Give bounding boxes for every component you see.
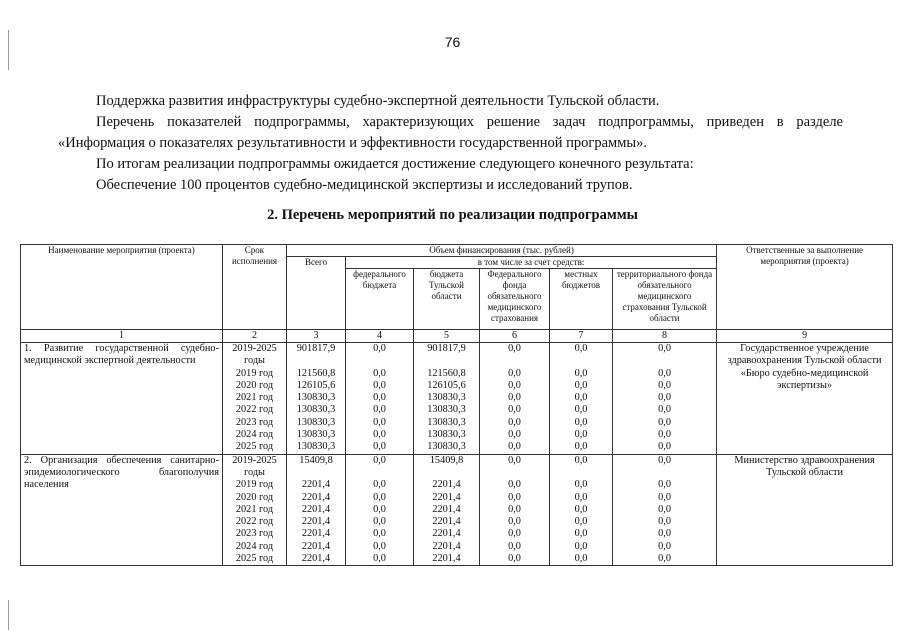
federal-value: 0,0 [373, 343, 386, 354]
federal-value: 0,0 [373, 491, 386, 503]
regional-value: 901817,9 [427, 343, 466, 354]
regional-value: 130830,3 [427, 392, 466, 404]
cell-fund [480, 454, 550, 566]
term-value: 2019-2025 годы [232, 343, 277, 367]
paragraph: Перечень показателей подпрограммы, характеризующих решение задач подпрограммы, приведен в разделе «Информация о показателях результативности и эффективности государственной программы». [58, 114, 843, 151]
federal-value: 0,0 [373, 429, 386, 441]
term-value: 2020 год [235, 379, 274, 391]
term-value: 2023 год [235, 416, 274, 428]
federal-value: 0,0 [373, 503, 386, 515]
local-value: 0,0 [574, 392, 588, 404]
territorial-value: 0,0 [658, 441, 671, 453]
cell-territorial [613, 454, 717, 566]
margin-mark [8, 600, 9, 630]
fund-value: 0,0 [508, 454, 521, 466]
regional-value: 2201,4 [432, 503, 461, 515]
regional-value: 2201,4 [432, 553, 461, 565]
cell-local [550, 343, 613, 455]
local-value: 0,0 [574, 454, 588, 466]
cell-federal [346, 454, 414, 566]
column-number: 2 [223, 330, 287, 343]
total-value: 2201,4 [301, 540, 331, 552]
header-local: местных бюджетов [550, 269, 613, 330]
measure-name: 1. Развитие государственной судебно-медицинской экспертной деятельности [21, 343, 223, 455]
total-value: 2201,4 [301, 491, 331, 503]
total-value: 126105,6 [296, 379, 336, 391]
paragraph: Поддержка развития инфраструктуры судебно-экспертной деятельности Тульской области. [96, 93, 660, 109]
local-value: 0,0 [574, 528, 588, 540]
federal-value: 0,0 [373, 367, 386, 379]
fund-value: 0,0 [508, 479, 521, 491]
cell-regional [414, 454, 480, 566]
spacer [349, 355, 410, 367]
header-total: Всего [287, 257, 346, 330]
column-number: 9 [717, 330, 893, 343]
total-value: 15409,8 [299, 454, 333, 466]
term-value: 2021 год [235, 392, 274, 404]
header-including: в том числе за счет средств: [346, 257, 717, 269]
federal-value: 0,0 [373, 379, 386, 391]
territorial-value: 0,0 [658, 404, 671, 416]
regional-value: 2201,4 [432, 528, 461, 540]
territorial-value: 0,0 [658, 516, 671, 528]
federal-value: 0,0 [373, 516, 386, 528]
total-value: 2201,4 [301, 479, 331, 491]
local-value: 0,0 [574, 441, 588, 453]
column-numbers-row [21, 330, 893, 343]
spacer [417, 467, 476, 479]
column-number: 6 [480, 330, 550, 343]
spacer [483, 467, 546, 479]
header-federal: федерального бюджета [346, 269, 414, 330]
federal-value: 0,0 [373, 441, 386, 453]
column-number: 4 [346, 330, 414, 343]
fund-value: 0,0 [508, 392, 521, 404]
regional-value: 2201,4 [432, 516, 461, 528]
fund-value: 0,0 [508, 429, 521, 441]
total-value: 130830,3 [296, 429, 336, 441]
federal-value: 0,0 [373, 479, 386, 491]
fund-value: 0,0 [508, 528, 521, 540]
regional-value: 130830,3 [427, 429, 466, 441]
territorial-value: 0,0 [658, 454, 671, 466]
total-value: 2201,4 [301, 516, 331, 528]
term-value: 2024 год [235, 429, 274, 441]
section-title: 2. Перечень мероприятий по реализации подпрограммы [267, 207, 638, 223]
territorial-value: 0,0 [658, 491, 671, 503]
federal-value: 0,0 [373, 454, 386, 466]
regional-value: 130830,3 [427, 441, 466, 453]
fund-value: 0,0 [508, 491, 521, 503]
cell-total [287, 454, 346, 566]
local-value: 0,0 [574, 553, 588, 565]
measure-name: 2. Организация обеспечения санитарно-эпидемиологического благополучия населения [21, 454, 223, 566]
total-value: 901817,9 [296, 343, 336, 354]
column-number: 8 [613, 330, 717, 343]
spacer [616, 355, 713, 367]
term-value: 2025 год [235, 553, 274, 565]
territorial-value: 0,0 [658, 503, 671, 515]
federal-value: 0,0 [373, 404, 386, 416]
local-value: 0,0 [574, 516, 588, 528]
responsible: Министерство здравоохранения Тульской области [717, 454, 893, 566]
header-territorial: территориального фонда обязательного медицинского страхования Тульской области [613, 269, 717, 330]
cell-local [550, 454, 613, 566]
cell-term [223, 343, 287, 455]
fund-value: 0,0 [508, 367, 521, 379]
header-name: Наименование мероприятия (проекта) [21, 245, 223, 330]
spacer [616, 467, 713, 479]
federal-value: 0,0 [373, 392, 386, 404]
regional-value: 15409,8 [429, 454, 464, 466]
term-value: 2019-2025 годы [232, 454, 277, 478]
total-value: 130830,3 [296, 404, 336, 416]
federal-value: 0,0 [373, 416, 386, 428]
paragraph: По итогам реализации подпрограммы ожидается достижение следующего конечного результата: [96, 156, 694, 172]
territorial-value: 0,0 [658, 429, 671, 441]
cell-territorial [613, 343, 717, 455]
column-number: 5 [414, 330, 480, 343]
spacer [553, 467, 609, 479]
header-term: Срок исполнения [223, 245, 287, 330]
column-number: 3 [287, 330, 346, 343]
territorial-value: 0,0 [658, 553, 671, 565]
term-value: 2025 год [235, 441, 274, 453]
term-value: 2019 год [235, 479, 274, 491]
spacer [290, 355, 342, 367]
territorial-value: 0,0 [658, 528, 671, 540]
cell-federal [346, 343, 414, 455]
regional-value: 130830,3 [427, 416, 466, 428]
term-value: 2022 год [235, 404, 274, 416]
regional-value: 121560,8 [427, 367, 466, 379]
fund-value: 0,0 [508, 343, 521, 354]
spacer [483, 355, 546, 367]
federal-value: 0,0 [373, 540, 386, 552]
measures-table [20, 244, 893, 566]
fund-value: 0,0 [508, 416, 521, 428]
header-responsible: Ответственные за выполнение мероприятия (проекта) [717, 245, 893, 330]
regional-value: 130830,3 [427, 404, 466, 416]
regional-value: 2201,4 [432, 540, 461, 552]
term-value: 2021 год [235, 503, 274, 515]
territorial-value: 0,0 [658, 416, 671, 428]
header-financing: Объем финансирования (тыс. рублей) [287, 245, 717, 257]
total-value: 121560,8 [296, 367, 336, 379]
local-value: 0,0 [574, 491, 588, 503]
cell-regional [414, 343, 480, 455]
term-value: 2019 год [235, 367, 274, 379]
local-value: 0,0 [574, 404, 588, 416]
fund-value: 0,0 [508, 379, 521, 391]
local-value: 0,0 [574, 379, 588, 391]
responsible: Государственное учреждение здравоохранения Тульской области «Бюро судебно-медицинской экспертизы» [717, 343, 893, 455]
federal-value: 0,0 [373, 553, 386, 565]
term-value: 2020 год [235, 491, 274, 503]
total-value: 130830,3 [296, 392, 336, 404]
spacer [349, 467, 410, 479]
column-number: 7 [550, 330, 613, 343]
fund-value: 0,0 [508, 404, 521, 416]
term-value: 2022 год [235, 516, 274, 528]
total-value: 2201,4 [301, 503, 331, 515]
local-value: 0,0 [574, 367, 588, 379]
local-value: 0,0 [574, 429, 588, 441]
territorial-value: 0,0 [658, 479, 671, 491]
spacer [417, 355, 476, 367]
total-value: 130830,3 [296, 441, 336, 453]
term-value: 2024 год [235, 540, 274, 552]
cell-total [287, 343, 346, 455]
header-fund: Федерального фонда обязательного медицинского страхования [480, 269, 550, 330]
local-value: 0,0 [574, 479, 588, 491]
spacer [290, 467, 342, 479]
fund-value: 0,0 [508, 540, 521, 552]
total-value: 130830,3 [296, 416, 336, 428]
table-row [21, 454, 893, 566]
table-row [21, 343, 893, 455]
column-number: 1 [21, 330, 223, 343]
fund-value: 0,0 [508, 503, 521, 515]
cell-term [223, 454, 287, 566]
local-value: 0,0 [574, 503, 588, 515]
fund-value: 0,0 [508, 516, 521, 528]
page-number: 76 [444, 34, 461, 50]
regional-value: 126105,6 [427, 379, 466, 391]
paragraph: Обеспечение 100 процентов судебно-медицинской экспертизы и исследований трупов. [96, 177, 633, 193]
regional-value: 2201,4 [432, 491, 461, 503]
spacer [553, 355, 609, 367]
cell-fund [480, 343, 550, 455]
term-value: 2023 год [235, 528, 274, 540]
territorial-value: 0,0 [658, 392, 671, 404]
local-value: 0,0 [574, 416, 588, 428]
fund-value: 0,0 [508, 441, 521, 453]
header-regional: бюджета Тульской области [414, 269, 480, 330]
territorial-value: 0,0 [658, 379, 671, 391]
local-value: 0,0 [574, 343, 588, 354]
federal-value: 0,0 [373, 528, 386, 540]
fund-value: 0,0 [508, 553, 521, 565]
territorial-value: 0,0 [658, 343, 671, 354]
territorial-value: 0,0 [658, 367, 671, 379]
total-value: 2201,4 [301, 528, 331, 540]
regional-value: 2201,4 [432, 479, 461, 491]
territorial-value: 0,0 [658, 540, 671, 552]
local-value: 0,0 [574, 540, 588, 552]
total-value: 2201,4 [301, 553, 331, 565]
